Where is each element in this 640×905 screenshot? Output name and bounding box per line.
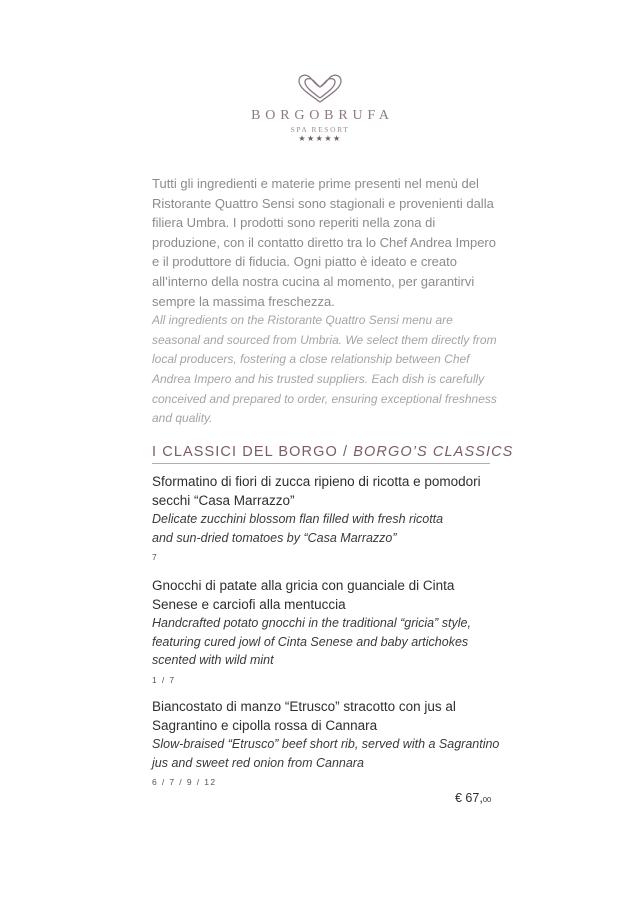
dish-name-italian: Gnocchi di patate alla gricia con guanciale di Cinta Senese e carciofi alla mentuccia <box>152 578 455 612</box>
dish-allergens: 6 / 7 / 9 / 12 <box>152 777 217 787</box>
intro-english: All ingredients on the Ristorante Quattro Sensi menu are seasonal and sourced from Umbria. We select them directly from local producers, fostering a close relationship between Chef Andrea Impero and his trusted suppliers. Each dish is carefully conceived and prepared to order, ensuring exceptional freshness and quality. <box>152 313 497 426</box>
borgobrufa-hearts-logo-icon <box>285 72 355 106</box>
price-cents: 00 <box>482 795 492 804</box>
dish-name-english: Slow-braised “Etrusco” beef short rib, served with a Sagrantino jus and sweet red onion from Cannara <box>152 737 500 770</box>
intro-italian: Tutti gli ingredienti e materie prime presenti nel menù del Ristorante Quattro Sensi sono stagionali e provenienti dalla filiera Umbra. I prodotti sono reperiti nella zona di produzione, con il contatto diretto tra lo Chef Andrea Impero e il produttore di fiducia. Ogni piatto è ideato e creato all’interno della nostra cucina al momento, per garantirvi sempre la massima freschezza. <box>152 176 496 309</box>
section-title-italian: I CLASSICI DEL BORGO / <box>152 444 354 460</box>
dish-name-italian: Biancostato di manzo “Etrusco” stracotto con jus al Sagrantino e cipolla rossa di Cannara <box>152 699 456 733</box>
intro-text <box>152 174 502 429</box>
brand-name: BORGOBRUFA <box>251 108 394 123</box>
brand-subtitle: SPA RESORT <box>290 125 350 134</box>
menu-price <box>455 791 491 805</box>
dish-allergens: 1 / 7 <box>152 674 176 685</box>
menu-item <box>152 576 497 685</box>
section-title <box>152 444 514 464</box>
section-title-english: BORGO’S CLASSICS <box>353 444 514 460</box>
menu-item <box>152 697 512 787</box>
rating-stars: ★★★★★ <box>298 134 342 143</box>
dish-name-english: Handcrafted potato gnocchi in the traditional “gricia” style, featuring cured jowl of Cinta Senese and baby artichokes scented with wild mint <box>152 616 471 667</box>
dish-name-italian: Sformatino di fiori di zucca ripieno di ricotta e pomodori secchi “Casa Marrazzo” <box>152 474 481 508</box>
dish-name-english: Delicate zucchini blossom flan filled with fresh ricotta and sun-dried tomatoes by “Casa Marrazzo” <box>152 512 444 545</box>
section-heading <box>152 444 514 464</box>
price-main: € 67, <box>455 791 483 805</box>
logo <box>0 72 640 143</box>
menu-item <box>152 472 512 562</box>
dish-allergens: 7 <box>152 552 159 562</box>
